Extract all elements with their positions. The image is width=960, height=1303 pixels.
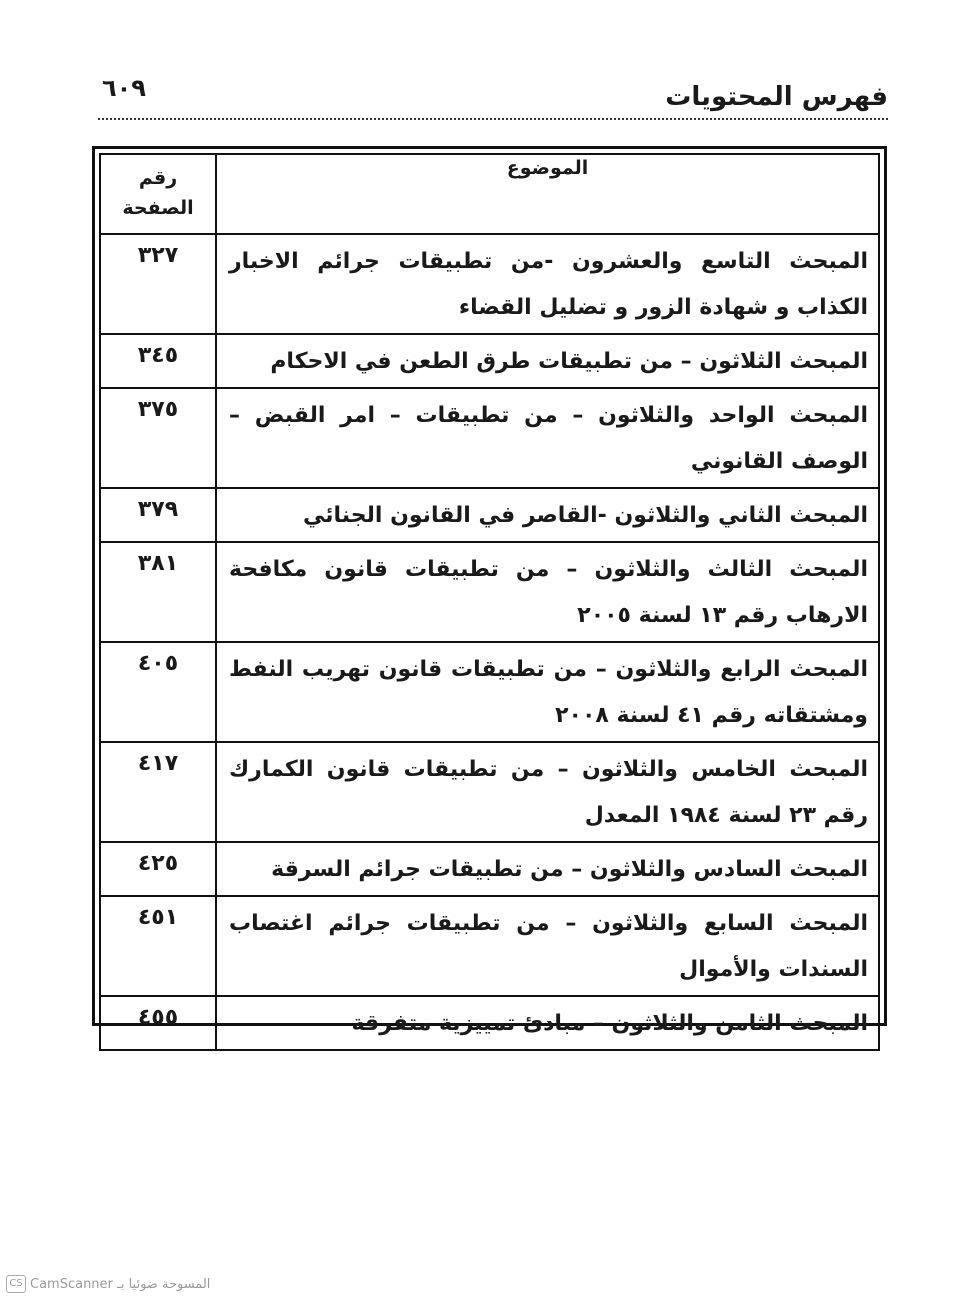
page-header (98, 70, 888, 120)
toc-row (100, 334, 879, 388)
toc-topic: المبحث السادس والثلاثون – من تطبيقات جرائم السرقة (216, 842, 879, 896)
page-number: ٦٠٩ (102, 74, 146, 102)
toc-page: ٣٧٥ (100, 388, 216, 488)
page-column-header (100, 154, 216, 234)
toc-table (99, 153, 880, 1051)
topic-column-header: الموضوع (216, 154, 879, 234)
toc-frame (92, 146, 887, 1036)
toc-topic: المبحث الثلاثون – من تطبيقات طرق الطعن في الاحكام (216, 334, 879, 388)
toc-page: ٤٠٥ (100, 642, 216, 742)
toc-header-row (100, 154, 879, 234)
toc-page: ٣٧٩ (100, 488, 216, 542)
toc-row (100, 642, 879, 742)
toc-row (100, 234, 879, 334)
toc-topic: المبحث التاسع والعشرون -من تطبيقات جرائم الاخبار الكذاب و شهادة الزور و تضليل القضاء (216, 234, 879, 334)
toc-row (100, 542, 879, 642)
toc-row (100, 388, 879, 488)
toc-row (100, 896, 879, 996)
page-column-header-line1: رقم (138, 167, 178, 189)
toc-row (100, 996, 879, 1050)
toc-page: ٤٥١ (100, 896, 216, 996)
page-title: فهرس المحتويات (665, 82, 888, 112)
toc-page: ٣٢٧ (100, 234, 216, 334)
toc-row (100, 842, 879, 896)
toc-topic: المبحث الرابع والثلاثون – من تطبيقات قانون تهريب النفط ومشتقاته رقم ٤١ لسنة ٢٠٠٨ (216, 642, 879, 742)
toc-page: ٣٨١ (100, 542, 216, 642)
toc-row (100, 742, 879, 842)
toc-topic: المبحث السابع والثلاثون – من تطبيقات جرائم اغتصاب السندات والأموال (216, 896, 879, 996)
toc-row (100, 488, 879, 542)
scanner-watermark-text: CamScanner المسوحة ضوئيا بـ (30, 1276, 211, 1292)
page-column-header-line2: الصفحة (122, 197, 194, 219)
toc-topic: المبحث الثامن والثلاثون – مبادئ تمييزية متفرقة (216, 996, 879, 1050)
toc-page: ٤٥٥ (100, 996, 216, 1050)
toc-topic: المبحث الخامس والثلاثون – من تطبيقات قانون الكمارك رقم ٢٣ لسنة ١٩٨٤ المعدل (216, 742, 879, 842)
toc-page: ٣٤٥ (100, 334, 216, 388)
toc-topic: المبحث الثالث والثلاثون – من تطبيقات قانون مكافحة الارهاب رقم ١٣ لسنة ٢٠٠٥ (216, 542, 879, 642)
toc-page: ٤١٧ (100, 742, 216, 842)
toc-topic: المبحث الواحد والثلاثون – من تطبيقات – امر القبض – الوصف القانوني (216, 388, 879, 488)
scanner-watermark (6, 1275, 210, 1293)
header-dotted-rule (98, 118, 888, 120)
toc-page: ٤٢٥ (100, 842, 216, 896)
toc-topic: المبحث الثاني والثلاثون -القاصر في القانون الجنائي (216, 488, 879, 542)
camscanner-icon: CS (6, 1275, 26, 1293)
